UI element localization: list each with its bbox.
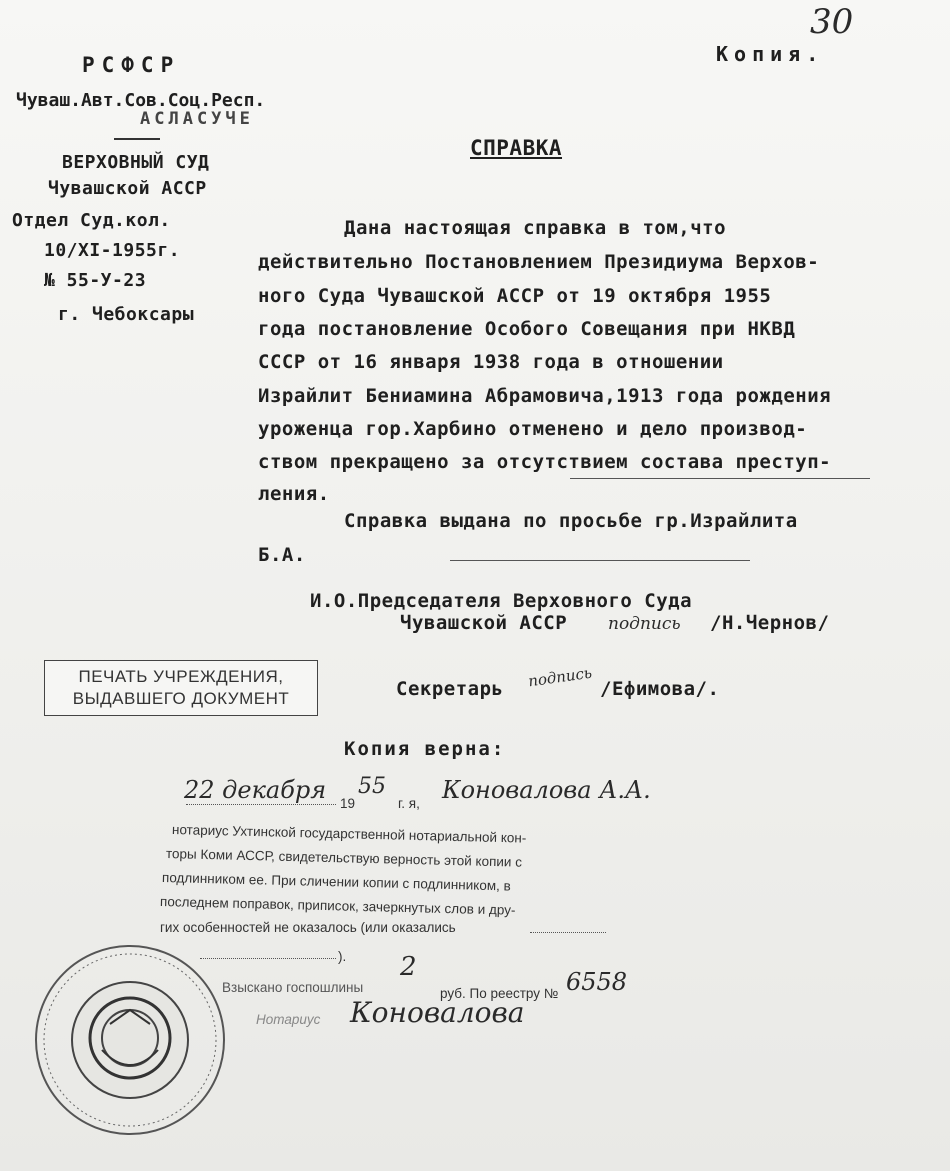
header-department: Отдел Суд.кол.	[12, 210, 171, 231]
seal-placeholder-line-1: ПЕЧАТЬ УЧРЕЖДЕНИЯ,	[78, 667, 284, 686]
notary-i-label: г. я,	[398, 796, 420, 811]
notary-text-line-1: нотариус Ухтинской государственной нотариальной кон-	[171, 822, 527, 846]
document-title: СПРАВКА	[470, 136, 563, 160]
notary-text-line-5: гих особенностей не оказалось (или оказались	[160, 920, 456, 935]
round-seal-icon	[30, 940, 230, 1140]
secretary-label: Секретарь	[396, 678, 504, 700]
notary-date-rule	[186, 804, 336, 805]
body-line-1: Дана настоящая справка в том,что	[344, 217, 727, 239]
issued-rule	[450, 560, 750, 561]
issued-line-2: Б.А.	[258, 544, 306, 566]
notary-header-line	[172, 776, 652, 816]
notary-fee-label: Взыскано госпошлины	[222, 980, 364, 995]
body-line-4: года постановление Особого Совещания при НКВД	[258, 318, 796, 340]
notary-year: 55	[358, 774, 386, 799]
notary-fee-amount: 2	[400, 952, 417, 982]
page-number: 30	[810, 2, 854, 42]
body-line-5: СССР от 16 января 1938 года в отношении	[258, 351, 724, 373]
secretary-signature: подпись	[527, 663, 594, 691]
notary-fee-unit: руб. По реестру №	[440, 986, 559, 1001]
secretary-name: /Ефимова/.	[600, 678, 720, 700]
underline-mark	[570, 478, 870, 479]
header-city: г. Чебоксары	[58, 304, 195, 325]
copy-true-label: Копия верна:	[344, 738, 506, 760]
notary-year-prefix: 19	[340, 796, 356, 811]
body-line-8: ством прекращено за отсутствием состава преступ-	[258, 451, 832, 473]
header-number: № 55-У-23	[44, 270, 147, 291]
body-line-9: ления.	[258, 483, 330, 505]
body-line-2: действительно Постановлением Президиума Верхов-	[258, 251, 820, 273]
notary-text-line-4: последнем поправок, приписок, зачеркнутых слов и дру-	[159, 894, 516, 918]
notary-sign-label: Нотариус	[256, 1012, 321, 1027]
chair-line-1: И.О.Председателя Верховного Суда	[310, 590, 693, 612]
notary-signature: Коновалова	[350, 996, 525, 1029]
header-date: 10/XI-1955г.	[44, 240, 181, 261]
body-line-7: уроженца гор.Харбино отменено и дело производ-	[258, 418, 808, 440]
seal-placeholder-line-2: ВЫДАВШЕГО ДОКУМЕНТ	[72, 689, 290, 708]
issued-line-1: Справка выдана по просьбе гр.Израйлита	[344, 510, 798, 532]
header-court-region: Чувашской АССР	[48, 178, 207, 199]
body-line-3: ного Суда Чувашской АССР от 19 октября 1955	[258, 285, 772, 307]
chair-name: /Н.Чернов/	[710, 612, 830, 634]
header-republic: Чуваш.Авт.Сов.Соц.Респ.	[16, 90, 266, 111]
chair-signature: подпись	[608, 614, 681, 634]
notary-date: 22 декабря	[184, 776, 327, 804]
header-chuvash: АСЛАСУЧЕ	[140, 109, 254, 129]
header-divider	[114, 138, 160, 140]
copy-label: Копия.	[716, 42, 825, 66]
notary-text-line-2: торы Коми АССР, свидетельствую верность этой копии с	[165, 846, 523, 870]
notary-text-line-3: подлинником ее. При сличении копии с подлинником, в	[161, 870, 511, 894]
body-line-6: Израйлит Бениамина Абрамовича,1913 года рождения	[258, 385, 832, 407]
header-rsfsr: РСФСР	[82, 53, 181, 77]
notary-registry-number: 6558	[566, 968, 628, 996]
header-court: ВЕРХОВНЫЙ СУД	[62, 152, 210, 173]
notary-close-paren: ).	[338, 949, 347, 964]
notary-blank-rule-1	[530, 932, 606, 933]
chair-line-2: Чувашской АССР	[400, 612, 568, 634]
seal-placeholder-box	[44, 660, 318, 716]
notary-name: Коновалова А.А.	[442, 776, 651, 804]
